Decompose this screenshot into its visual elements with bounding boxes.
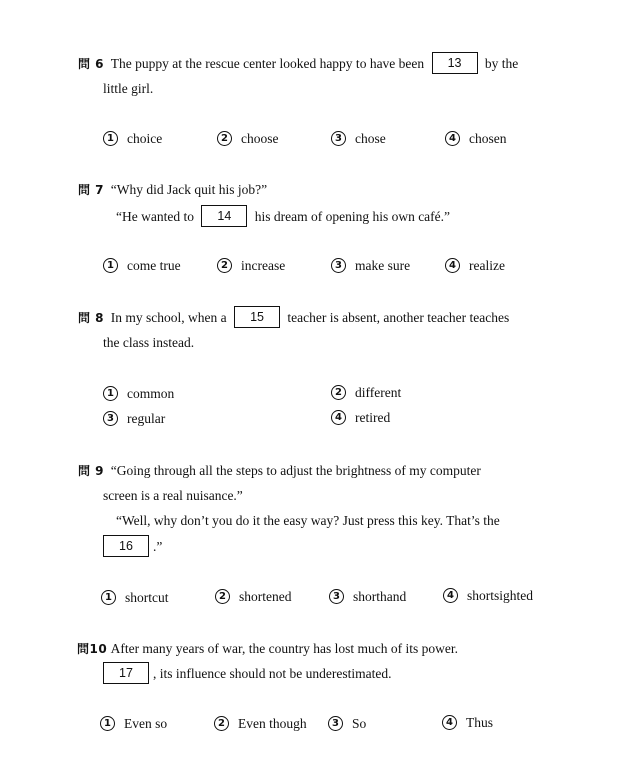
q10-option-3[interactable]: 3 So	[328, 716, 366, 732]
question-10-line-1: 問10 After many years of war, the country has lost much of its power.	[77, 641, 458, 656]
question-6-text-after: by the	[484, 56, 519, 72]
option-number-4: 4	[331, 410, 346, 425]
q8-option-4[interactable]: 4 retired	[331, 410, 390, 426]
q10-option-2[interactable]: 2 Even though	[214, 716, 307, 732]
q8-option-2[interactable]: 2 different	[331, 385, 401, 401]
answer-blank-17[interactable]: 17	[103, 662, 149, 684]
question-9-label: 問 9	[78, 464, 105, 478]
q10-option-4[interactable]: 4 Thus	[442, 715, 493, 731]
q9-option-2[interactable]: 2 shortened	[215, 589, 291, 605]
answer-blank-16[interactable]: 16	[103, 535, 149, 557]
question-6-label: 問 6	[78, 57, 105, 72]
question-10-line-2: 17 , its influence should not be underestimated.	[99, 664, 391, 686]
option-number-3: 3	[331, 131, 346, 146]
option-number-4: 4	[442, 715, 457, 730]
question-7-text: “Why did Jack quit his job?”	[110, 182, 268, 197]
q9-option-4[interactable]: 4 shortsighted	[443, 588, 533, 604]
question-8-label: 問 8	[78, 311, 105, 326]
question-7-label: 問 7	[78, 183, 105, 197]
answer-blank-13[interactable]: 13	[432, 52, 478, 74]
option-number-2: 2	[215, 589, 230, 604]
option-number-4: 4	[445, 131, 460, 146]
option-number-2: 2	[217, 131, 232, 146]
question-6-text: The puppy at the rescue center looked happy to have been	[110, 56, 425, 72]
q7-option-2[interactable]: 2 increase	[217, 258, 285, 274]
q7-option-4[interactable]: 4 realize	[445, 258, 505, 274]
question-9-line-3: “Well, why don’t you do it the easy way? Just press this key. That’s the	[116, 513, 500, 528]
q7-option-1[interactable]: 1 come true	[103, 258, 181, 274]
q9-option-3[interactable]: 3 shorthand	[329, 589, 406, 605]
option-number-2: 2	[331, 385, 346, 400]
question-9-line-4: 16 .”	[99, 537, 162, 559]
question-6-line-2: little girl.	[103, 81, 154, 96]
option-number-2: 2	[214, 716, 229, 731]
option-number-2: 2	[217, 258, 232, 273]
question-8-line-1: 問 8 In my school, when a 15 teacher is absent, another teacher teaches	[78, 308, 509, 330]
answer-blank-15[interactable]: 15	[234, 306, 280, 328]
question-9-line-2: screen is a real nuisance.”	[103, 488, 243, 503]
q6-option-3[interactable]: 3 chose	[331, 131, 386, 147]
option-number-1: 1	[100, 716, 115, 731]
option-number-4: 4	[445, 258, 460, 273]
question-10-label: 問10	[77, 642, 108, 656]
q10-option-1[interactable]: 1 Even so	[100, 716, 167, 732]
question-8-line-2: the class instead.	[103, 335, 195, 350]
answer-blank-14[interactable]: 14	[201, 205, 247, 227]
question-7-line-2: “He wanted to 14 his dream of opening his own café.”	[116, 207, 450, 229]
option-number-3: 3	[328, 716, 343, 731]
q6-option-4[interactable]: 4 chosen	[445, 131, 507, 147]
option-number-4: 4	[443, 588, 458, 603]
q7-option-3[interactable]: 3 make sure	[331, 258, 410, 274]
option-number-1: 1	[103, 386, 118, 401]
q8-option-3[interactable]: 3 regular	[103, 411, 165, 427]
option-number-3: 3	[329, 589, 344, 604]
q9-option-1[interactable]: 1 shortcut	[101, 590, 169, 606]
option-number-1: 1	[101, 590, 116, 605]
option-number-1: 1	[103, 258, 118, 273]
option-number-3: 3	[103, 411, 118, 426]
question-6-line-1	[78, 54, 518, 76]
q6-option-2[interactable]: 2 choose	[217, 131, 279, 147]
question-9-line-1: 問 9 “Going through all the steps to adjust the brightness of my computer	[78, 463, 481, 478]
option-number-1: 1	[103, 131, 118, 146]
option-number-3: 3	[331, 258, 346, 273]
question-7-line-1	[78, 181, 267, 198]
q8-option-1[interactable]: 1 common	[103, 386, 174, 402]
q6-option-1[interactable]: 1 choice	[103, 131, 162, 147]
